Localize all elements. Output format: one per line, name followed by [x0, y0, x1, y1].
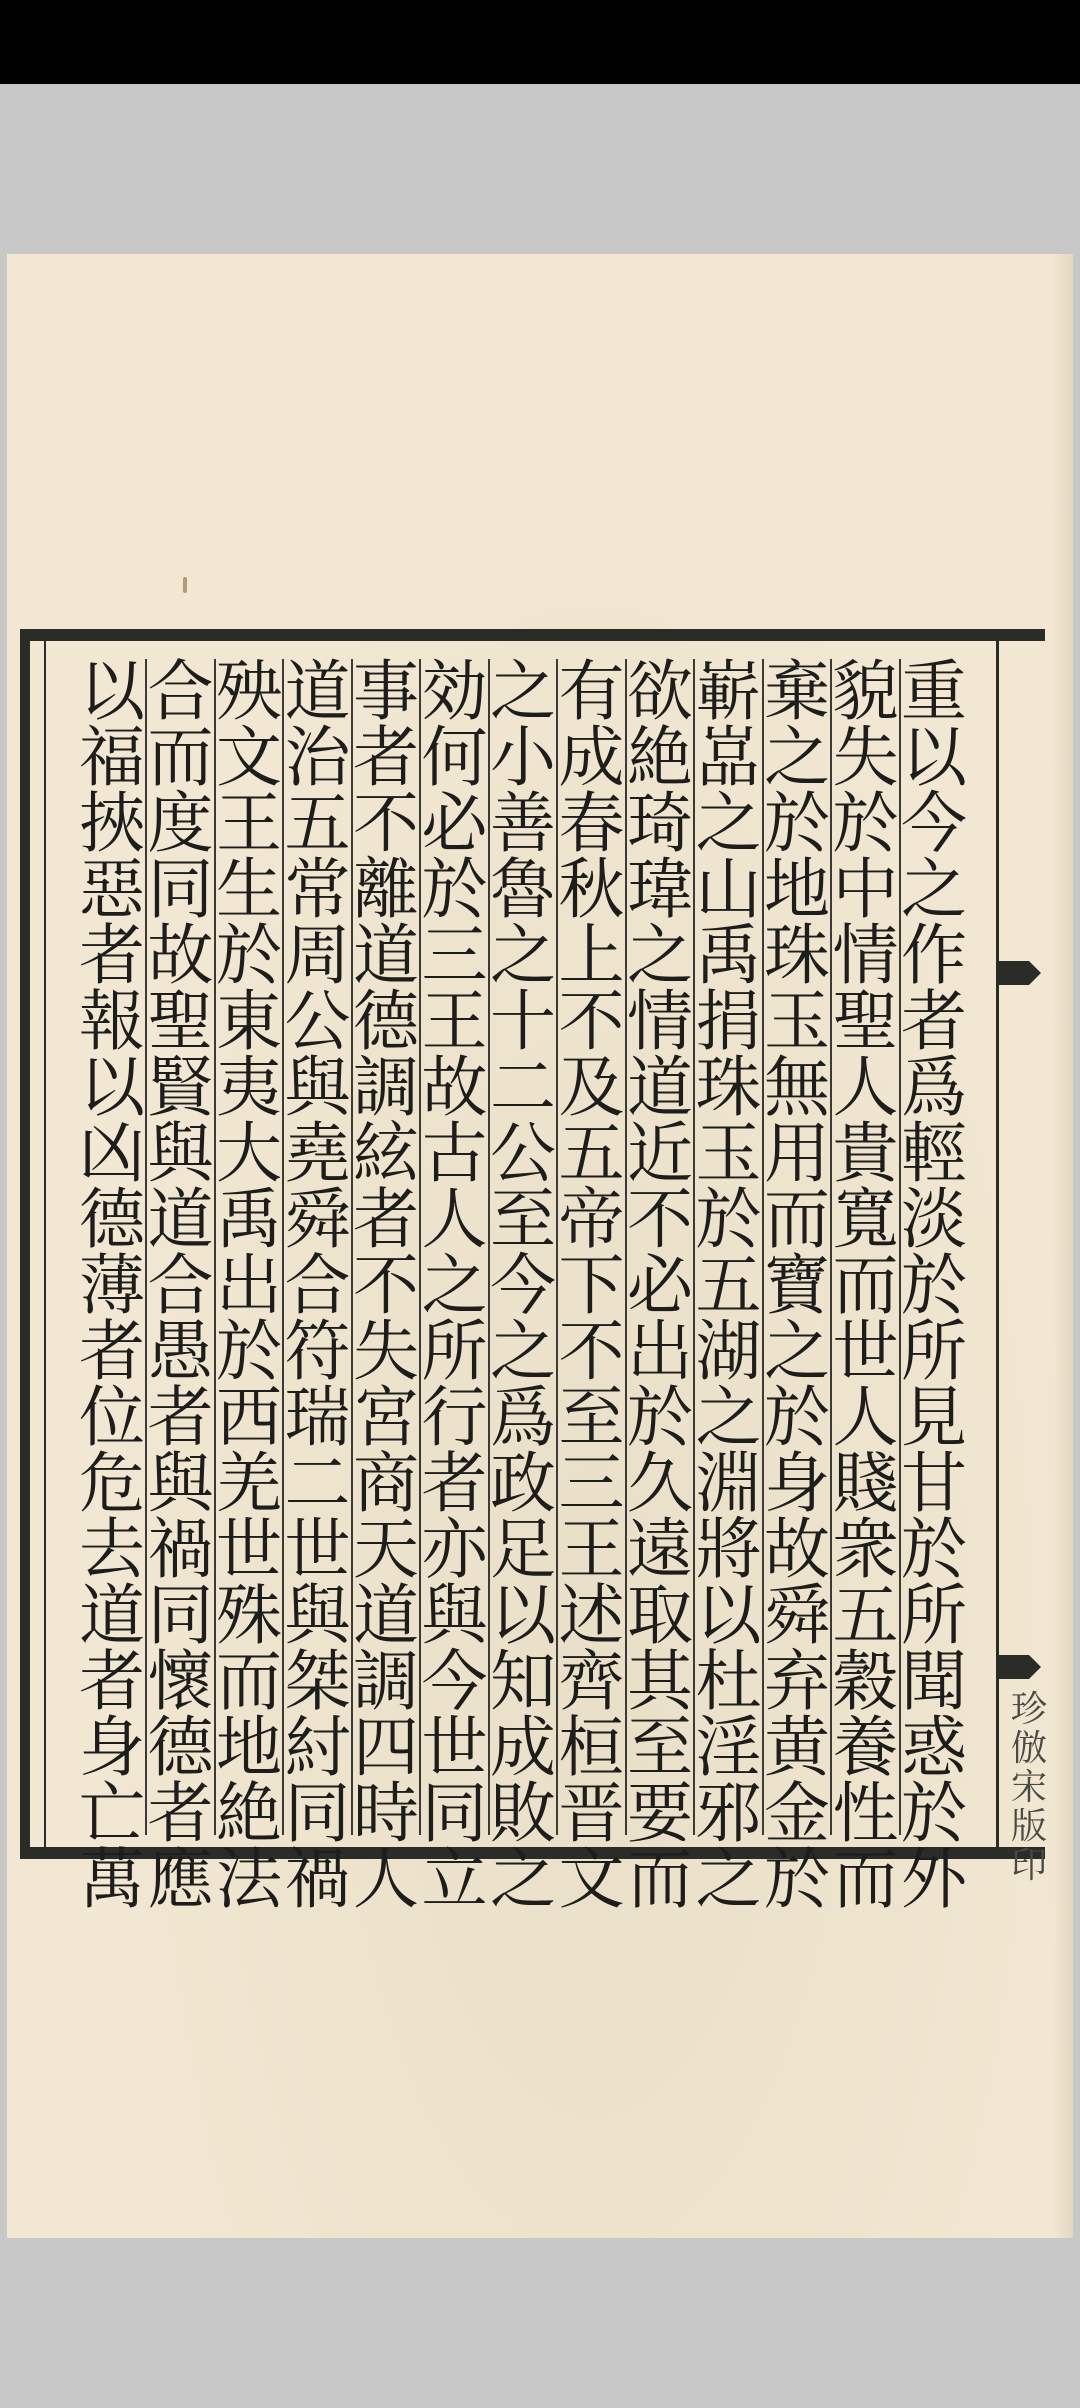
- text-column: 棄 之 於 地 珠 玉 無 用 而 寶 之 於 身 故 舜 弃 黄 金 於: [764, 653, 830, 1918]
- page-edge-shadow: [1053, 254, 1073, 2238]
- text-column: 以 福 挾 惡 者 報 以 凶 德 薄 者 位 危 去 道 者 身 亡 萬: [79, 653, 145, 1918]
- text-column: 事 者 不 離 道 德 調 絃 者 不 失 宮 商 天 道 調 四 時 人: [353, 653, 419, 1918]
- text-column: 有 成 春 秋 上 不 及 五 帝 下 不 至 三 王 述 齊 桓 晋 文: [558, 653, 625, 1918]
- text-column: 嶄 嵓 之 山 禹 捐 珠 玉 於 五 湖 之 淵 將 以 杜 淫 邪 之: [695, 653, 762, 1918]
- vertical-text-block: [56, 653, 976, 1918]
- text-column: 之 小 善 魯 之 十 二 公 至 今 之 爲 政 足 以 知 成 敗 之: [490, 653, 556, 1918]
- edition-label-char: 倣: [1010, 1727, 1047, 1769]
- ink-speck: [183, 577, 187, 593]
- fishtail-mark-bottom: [999, 1655, 1029, 1679]
- text-column: 貌 失 於 中 情 聖 人 貴 寬 而 世 人 賤 衆 五 穀 養 性 而: [832, 653, 899, 1918]
- edition-label-char: 珍: [1010, 1689, 1047, 1730]
- text-column: 欲 絶 琦 瑋 之 情 道 近 不 必 出 於 久 遠 取 其 至 要 而: [627, 653, 693, 1918]
- text-column: 重 以 今 之 作 者 爲 輕 淡 於 所 見 甘 於 所 聞 惑 於 外: [901, 653, 967, 1918]
- viewer-bottom-area: [0, 2238, 1080, 2408]
- fishtail-mark-top: [999, 961, 1029, 985]
- text-column: 殃 文 王 生 於 東 夷 大 禹 出 於 西 羌 世 殊 而 地 絶 法: [216, 653, 282, 1918]
- edition-label-char: 印: [1010, 1844, 1047, 1886]
- text-frame: [20, 629, 1047, 1918]
- frame-inner-border: [44, 641, 46, 1847]
- scanned-book-page: [7, 254, 1073, 2238]
- text-column: 道 治 五 常 周 公 與 堯 舜 合 符 瑞 二 世 與 桀 紂 同 禍: [284, 653, 351, 1918]
- edition-label-char: 宋: [1010, 1766, 1047, 1808]
- edition-label: [1004, 1691, 1054, 1885]
- text-column: 合 而 度 同 故 聖 賢 與 道 合 愚 者 與 禍 同 懷 德 者 應: [147, 653, 214, 1918]
- top-status-bar: [0, 0, 1080, 84]
- edition-label-char: 版: [1010, 1805, 1047, 1847]
- text-column: 効 何 必 於 三 王 故 古 人 之 所 行 者 亦 與 今 世 同 立: [421, 653, 488, 1918]
